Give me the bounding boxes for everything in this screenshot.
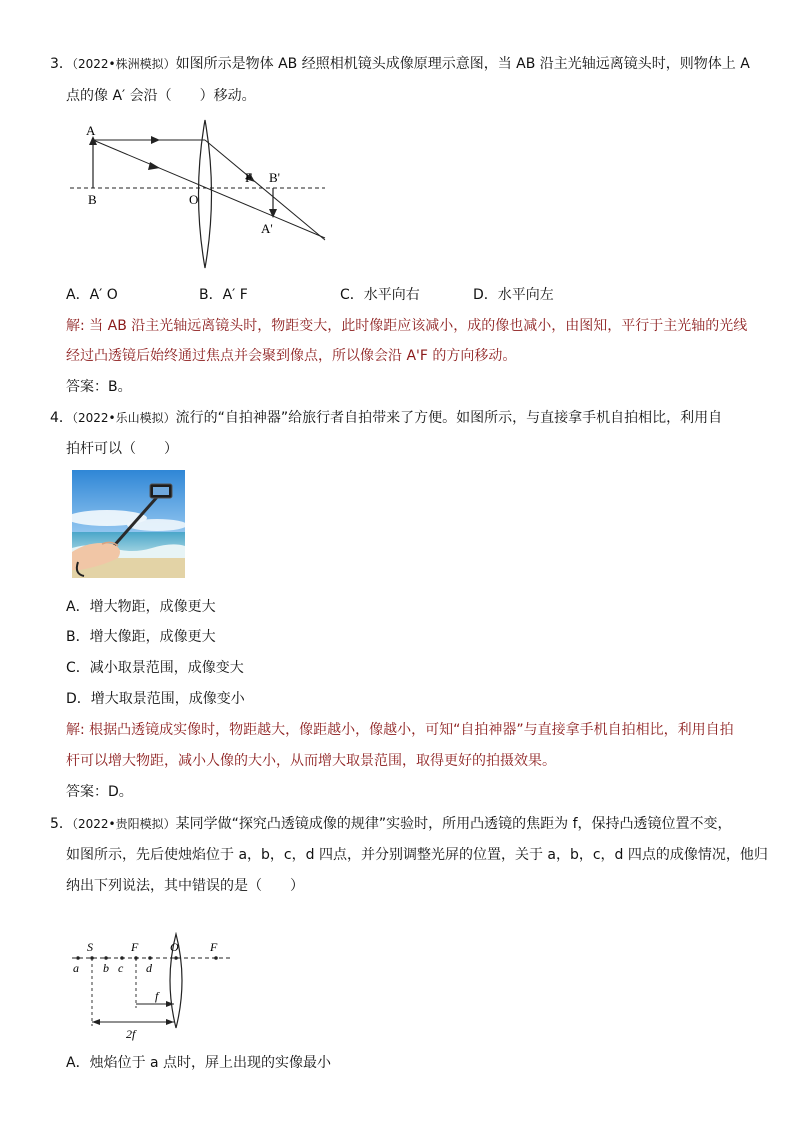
label-O: O [170, 940, 179, 954]
q3-solution-line2: 经过凸透镜后始终通过焦点并会聚到像点，所以像会沿 A'F 的方向移动。 [66, 348, 517, 364]
q3-answer: 答案：B。 [66, 379, 132, 395]
q4-solution-line2: 杆可以增大物距，减小人像的大小，从而增大取景范围，取得更好的拍摄效果。 [66, 753, 556, 769]
q4-stem-text1: 流行的“自拍神器”给旅行者自拍带来了方便。如图所示，与直接拿手机自拍相比，利用自 [175, 410, 723, 426]
label-F-right: F [210, 940, 218, 954]
q5-stem-text1: 某同学做“探究凸透镜成像的规律”实验时，所用凸透镜的焦距为 f，保持凸透镜位置不变， [175, 816, 732, 832]
q5-stem-line1 [66, 814, 732, 834]
label-O: O [189, 192, 199, 207]
q3-stem-line1 [66, 54, 750, 74]
q4-option-a[interactable]: A．增大物距，成像更大 [66, 599, 216, 615]
q5-number: 5． [50, 816, 73, 832]
q4-option-c[interactable]: C．减小取景范围，成像变大 [66, 660, 244, 676]
q3-solution-line1: 解: 当 AB 沿主光轴远离镜头时，物距变大，此时像距应该减小，成的像也减小，由图知，平行于主光轴的光线 [66, 318, 748, 334]
label-b: b [103, 961, 109, 975]
label-B-prime: B' [269, 170, 281, 185]
q5-stem-line3: 纳出下列说法，其中错误的是（ ） [66, 878, 304, 894]
label-2f: 2f [126, 1027, 136, 1041]
convex-lens [199, 120, 212, 268]
selfie-stick-photo [72, 470, 185, 578]
q4-stem-line1 [66, 408, 722, 428]
q5-lens-diagram [60, 932, 240, 1044]
label-f: f [155, 989, 159, 1003]
label-A-prime: A' [261, 221, 273, 236]
q5-option-a[interactable]: A．烛焰位于 a 点时，屏上出现的实像最小 [66, 1055, 332, 1071]
q4-option-d[interactable]: D．增大取景范围，成像变小 [66, 691, 245, 707]
q4-number: 4． [50, 410, 73, 426]
q3-option-a[interactable]: A．A′ O [66, 287, 118, 303]
q3-number: 3． [50, 56, 73, 72]
label-F: F [245, 170, 253, 185]
q3-option-d[interactable]: D．水平向左 [473, 287, 554, 303]
q3-lens-diagram [60, 118, 340, 278]
label-F-left: F [131, 940, 139, 954]
label-B: B [88, 192, 97, 207]
q3-stem-text1: 如图所示是物体 AB 经照相机镜头成像原理示意图，当 AB 沿主光轴远离镜头时，则物体上 A [175, 56, 750, 72]
q5-stem-line2: 如图所示，先后使烛焰位于 a，b，c，d 四点，并分别调整光屏的位置，关于 a，b，c，d 四点的成像情况，他归 [66, 847, 768, 863]
q3-option-c[interactable]: C．水平向右 [340, 287, 420, 303]
q3-option-b[interactable]: B．A′ F [199, 287, 248, 303]
q4-stem-line2: 拍杆可以（ ） [66, 441, 178, 457]
label-c: c [118, 961, 124, 975]
q3-stem-line2: 点的像 A′ 会沿（ ）移动。 [66, 88, 256, 104]
center-ray [93, 140, 325, 238]
label-A: A [86, 123, 96, 138]
q5-source: （2022•贵阳模拟） [66, 817, 176, 831]
label-d: d [146, 961, 152, 975]
label-a: a [73, 961, 79, 975]
label-S: S [87, 940, 93, 954]
q3-source: （2022•株洲模拟） [66, 57, 176, 71]
q4-answer: 答案：D。 [66, 784, 133, 800]
q4-source: （2022•乐山模拟） [66, 411, 176, 425]
q4-option-b[interactable]: B．增大像距，成像更大 [66, 629, 216, 645]
q4-solution-line1: 解: 根据凸透镜成实像时，物距越大，像距越小，像越小，可知“自拍神器”与直接拿手机自拍相比，利用自拍 [66, 722, 734, 738]
